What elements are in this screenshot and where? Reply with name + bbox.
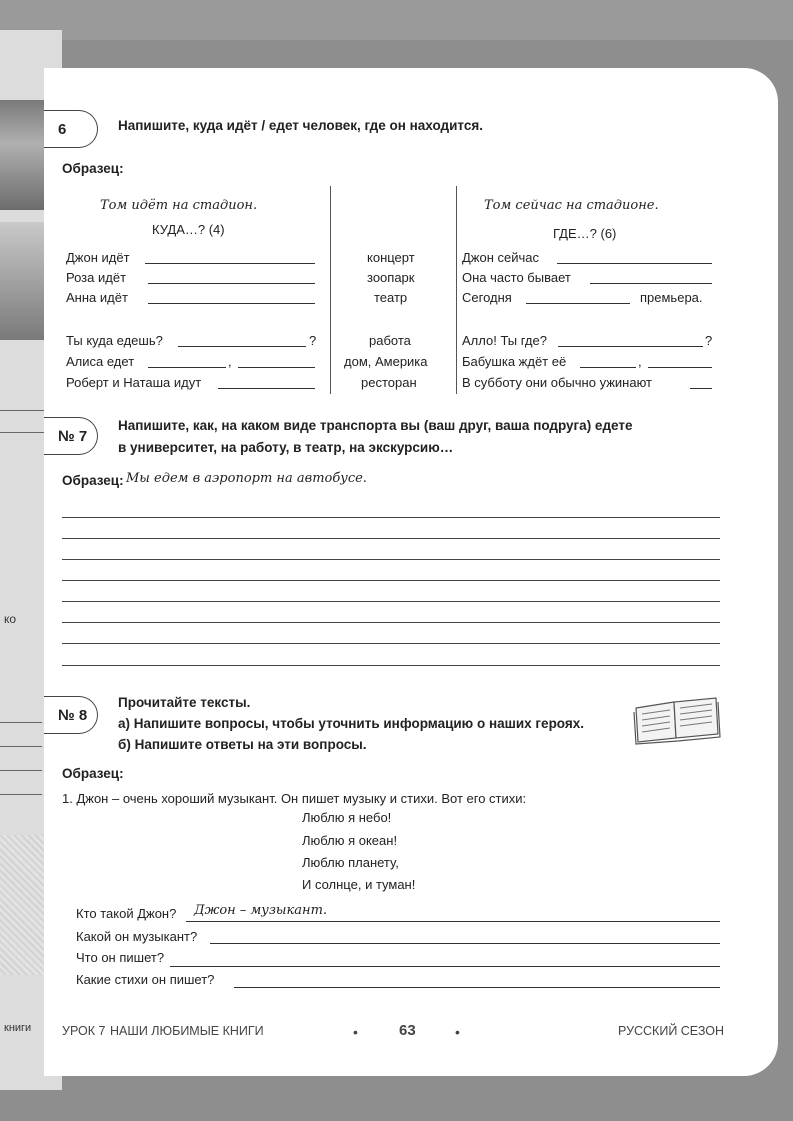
writing-line[interactable] [62,601,720,602]
task-8-text: 1. Джон – очень хороший музыкант. Он пишет музыку и стихи. Вот его стихи: [62,791,527,806]
question-label: Какой он музыкант? [76,929,198,944]
task-6-title: Напишите, куда идёт / едет человек, где он находится. [118,118,483,133]
answer-blank[interactable] [238,367,315,368]
premiere-word: премьера. [640,290,703,305]
adjacent-footer-fragment: книги [4,1022,32,1034]
answer-blank[interactable] [690,388,712,389]
footer-book-title: РУССКИЙ СЕЗОН [618,1024,725,1038]
answer-blank[interactable] [590,283,712,284]
answer-blank[interactable] [558,346,703,347]
middle-word: ресторан [361,375,417,390]
task-8-title-line2: а) Напишите вопросы, чтобы уточнить информацию о наших героях. [118,716,585,731]
comma: , [228,354,232,369]
left-question: КУДА…? (4) [152,222,225,237]
right-row-label: Алло! Ты где? [462,333,547,348]
question-label: Кто такой Джон? [76,906,177,921]
poem-line: Люблю я небо! [302,810,392,825]
right-sample-text: Том сейчас на стадионе. [484,198,659,213]
workbook-page [44,68,778,1076]
question-mark: ? [309,333,317,348]
answer-blank[interactable] [526,303,630,304]
left-row-label: Джон идёт [66,250,130,265]
open-book-icon [632,694,722,746]
task-8-sample-label: Образец: [62,766,124,781]
answer-line[interactable] [170,966,720,967]
left-row-label: Алиса едет [66,354,135,369]
writing-line[interactable] [62,665,720,666]
writing-line[interactable] [62,559,720,560]
adjacent-line [0,746,42,747]
middle-word: концерт [367,250,415,265]
right-row-label: Сегодня [462,290,512,305]
answer-line[interactable] [186,921,720,922]
task-7-sample-label: Образец: [62,473,124,488]
right-row-label: Джон сейчас [462,250,540,265]
poem-line: Люблю я океан! [302,833,398,848]
writing-line[interactable] [62,580,720,581]
left-row-label: Анна идёт [66,290,128,305]
task-8-title-line3: б) Напишите ответы на эти вопросы. [118,737,367,752]
column-divider [456,186,457,394]
scan-background [0,0,793,40]
poem-line: Люблю планету, [302,855,399,870]
task-6-badge: 6 [44,110,98,148]
left-row-label: Роберт и Наташа идут [66,375,202,390]
answer-blank[interactable] [648,367,712,368]
answer-blank[interactable] [580,367,636,368]
left-sample-text: Том идёт на стадион. [100,198,258,213]
answer-blank[interactable] [145,263,315,264]
right-row-label: Она часто бывает [462,270,571,285]
middle-word: работа [369,333,411,348]
footer-lesson-title: НАШИ ЛЮБИМЫЕ КНИГИ [110,1024,264,1038]
left-row-label: Ты куда едешь? [66,333,163,348]
task-8-title-line1: Прочитайте тексты. [118,695,251,710]
task-6-sample-label: Образец: [62,161,124,176]
middle-word: театр [374,290,408,305]
footer-dot: • [455,1024,460,1040]
adjacent-line [0,722,42,723]
comma: , [638,354,642,369]
middle-word: дом, Америка [344,354,428,369]
right-row-label: В субботу они обычно ужинают [462,375,653,390]
answer-blank[interactable] [148,303,315,304]
footer-lesson: УРОК 7 [62,1024,106,1038]
question-mark: ? [705,333,713,348]
adjacent-line [0,794,42,795]
answer-blank[interactable] [218,388,315,389]
sample-answer: Джон – музыкант. [194,903,328,918]
column-divider [330,186,331,394]
question-label: Какие стихи он пишет? [76,972,215,987]
task-7-sample-text: Мы едем в аэропорт на автобусе. [126,471,367,486]
adjacent-line [0,770,42,771]
answer-blank[interactable] [148,283,315,284]
page-number: 63 [399,1022,416,1039]
writing-line[interactable] [62,538,720,539]
task-7-badge: № 7 [44,417,98,455]
answer-line[interactable] [234,987,720,988]
middle-word: зоопарк [367,270,415,285]
left-row-label: Роза идёт [66,270,127,285]
task-8-badge: № 8 [44,696,98,734]
answer-line[interactable] [210,943,720,944]
adjacent-fragment: ко [4,612,17,626]
answer-blank[interactable] [557,263,712,264]
answer-blank[interactable] [178,346,306,347]
task-7-title-line2: в университет, на работу, в театр, на экскурсию… [118,440,454,455]
writing-line[interactable] [62,622,720,623]
poem-line: И солнце, и туман! [302,877,416,892]
answer-blank[interactable] [148,367,226,368]
writing-line[interactable] [62,517,720,518]
writing-line[interactable] [62,643,720,644]
right-row-label: Бабушка ждёт её [462,354,567,369]
task-7-title-line1: Напишите, как, на каком виде транспорта вы (ваш друг, ваша подруга) едете [118,418,633,433]
right-question: ГДЕ…? (6) [553,226,617,241]
question-label: Что он пишет? [76,950,165,965]
footer-dot: • [353,1024,358,1040]
